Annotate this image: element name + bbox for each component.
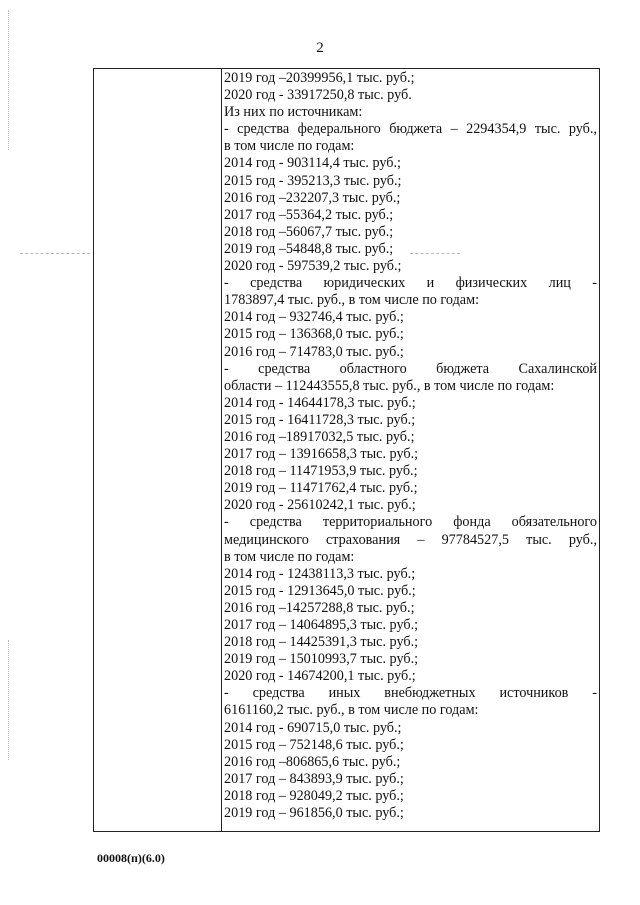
- funding-details-cell: [224, 70, 597, 822]
- text-line: 2016 год –14257288,8 тыс. руб.;: [224, 599, 415, 616]
- text-line: 2014 год - 903114,4 тыс. руб.;: [224, 155, 401, 172]
- text-line: 2016 год –806865,6 тыс. руб.;: [224, 753, 401, 770]
- text-line: 2019 год – 961856,0 тыс. руб.;: [224, 805, 404, 822]
- text-line: 2016 год – 714783,0 тыс. руб.;: [224, 343, 404, 360]
- text-line: 2019 год – 15010993,7 тыс. руб.;: [224, 651, 419, 668]
- text-line: медицинского страхования – 97784527,5 тыс. руб.,: [224, 531, 597, 548]
- text-line: 2020 год - 14674200,1 тыс. руб.;: [224, 668, 416, 685]
- scan-edge-artifact: [8, 10, 9, 150]
- text-line: в том числе по годам:: [224, 548, 355, 565]
- text-line: 2016 год –232207,3 тыс. руб.;: [224, 189, 401, 206]
- text-line: 2015 год - 395213,3 тыс. руб.;: [224, 172, 402, 189]
- text-line: 2014 год - 14644178,3 тыс. руб.;: [224, 394, 416, 411]
- form-code: 00008(п)(6.0): [97, 851, 165, 865]
- text-line: 2018 год –56067,7 тыс. руб.;: [224, 223, 394, 240]
- text-line: 2014 год - 12438113,3 тыс. руб.;: [224, 565, 416, 582]
- text-line: 2017 год – 14064895,3 тыс. руб.;: [224, 617, 419, 633]
- funding-table: [93, 68, 600, 832]
- text-line: 2017 год – 13916658,3 тыс. руб.;: [224, 446, 419, 463]
- text-line: 1783897,4 тыс. руб., в том числе по годам:: [224, 292, 480, 309]
- text-line: Из них по источникам:: [224, 104, 363, 121]
- scan-edge-artifact: [8, 640, 9, 760]
- scan-artifact-right: [410, 253, 460, 254]
- text-line: 2020 год - 597539,2 тыс. руб.;: [224, 258, 402, 275]
- text-line: 2014 год – 932746,4 тыс. руб.;: [224, 309, 404, 326]
- text-line: 2018 год – 11471953,9 тыс. руб.;: [224, 463, 418, 480]
- text-line: 2015 год – 752148,6 тыс. руб.;: [224, 736, 404, 753]
- text-line: 2015 год - 12913645,0 тыс. руб.;: [224, 582, 416, 599]
- text-line: 6161160,2 тыс. руб., в том числе по годам:: [224, 702, 479, 719]
- table-column-divider: [221, 69, 222, 831]
- text-line: - средства иных внебюджетных источников -: [224, 685, 597, 702]
- scan-artifact-left: [20, 253, 90, 254]
- text-line: 2018 год – 928049,2 тыс. руб.;: [224, 787, 404, 804]
- text-line: области – 112443555,8 тыс. руб., в том числе по годам:: [224, 377, 555, 394]
- text-line: 2017 год – 843893,9 тыс. руб.;: [224, 770, 404, 787]
- text-line: 2016 год –18917032,5 тыс. руб.;: [224, 428, 415, 445]
- text-line: 2015 год – 136368,0 тыс. руб.;: [224, 326, 404, 343]
- text-line: - средства областного бюджета Сахалинской: [224, 360, 597, 377]
- text-line: 2020 год - 33917250,8 тыс. руб.: [224, 87, 412, 104]
- text-line: - средства территориального фонда обязательного: [224, 514, 597, 531]
- text-line: в том числе по годам:: [224, 138, 355, 155]
- text-line: - средства федерального бюджета – 2294354,9 тыс. руб.,: [224, 121, 597, 138]
- text-line: 2018 год – 14425391,3 тыс. руб.;: [224, 634, 419, 651]
- text-line: 2014 год - 690715,0 тыс. руб.;: [224, 719, 402, 736]
- text-line: 2015 год - 16411728,3 тыс. руб.;: [224, 411, 416, 428]
- text-line: 2017 год –55364,2 тыс. руб.;: [224, 206, 394, 223]
- page-number: 2: [316, 40, 324, 56]
- text-line: 2019 год –20399956,1 тыс. руб.;: [224, 70, 415, 86]
- text-line: 2019 год –54848,8 тыс. руб.;: [224, 240, 394, 257]
- text-line: 2019 год – 11471762,4 тыс. руб.;: [224, 480, 418, 497]
- text-line: 2020 год - 25610242,1 тыс. руб.;: [224, 497, 416, 514]
- text-line: - средства юридических и физических лиц -: [224, 275, 597, 292]
